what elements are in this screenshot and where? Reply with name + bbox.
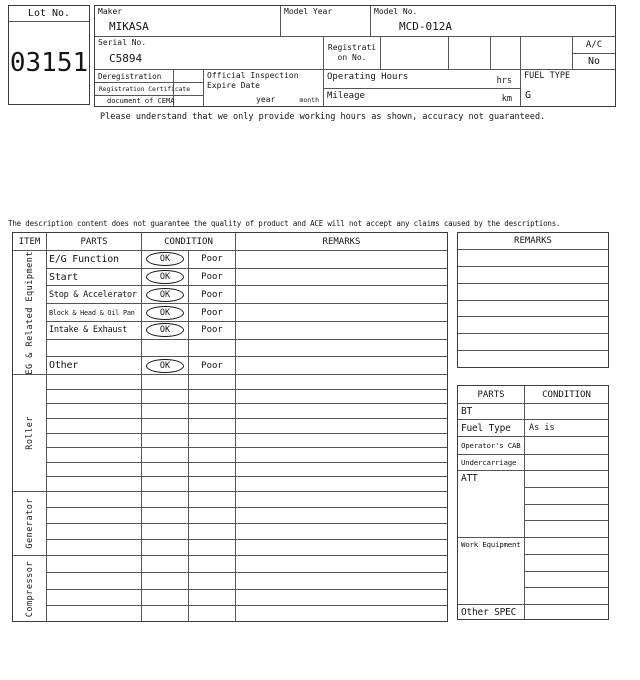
operating-hours-label: Operating Hours bbox=[327, 72, 409, 82]
remarks-cell bbox=[236, 573, 447, 589]
parts-cell bbox=[47, 492, 142, 507]
section-label: Generator bbox=[24, 498, 35, 549]
ok-cell bbox=[142, 606, 189, 622]
remarks-cell bbox=[236, 390, 447, 404]
parts-cell bbox=[47, 390, 142, 404]
remarks-cell bbox=[236, 419, 447, 433]
spec-condition-cell bbox=[525, 437, 608, 454]
parts-cell bbox=[47, 477, 142, 491]
section-rows bbox=[47, 492, 447, 555]
table-row bbox=[47, 463, 447, 478]
ac-value-cell bbox=[573, 54, 615, 70]
parts-cell: Intake & Exhaust bbox=[47, 322, 142, 339]
remarks-cell bbox=[236, 492, 447, 507]
section-rows bbox=[47, 375, 447, 491]
parts-cell bbox=[47, 448, 142, 462]
section-roller bbox=[13, 375, 447, 492]
remarks-cell bbox=[236, 434, 447, 448]
model-no-label: Model No. bbox=[374, 7, 418, 16]
poor-cell: Poor bbox=[189, 322, 236, 339]
ok-cell bbox=[142, 286, 189, 303]
spec-condition-cells bbox=[525, 538, 608, 604]
inspection-label-line1: Official Inspection bbox=[207, 71, 299, 80]
spec-part-cell: BT bbox=[458, 404, 525, 419]
poor-cell bbox=[189, 590, 236, 606]
registration-no-blank-1 bbox=[381, 37, 449, 70]
spec-condition-cell bbox=[525, 588, 608, 604]
remarks-cell bbox=[236, 508, 447, 523]
ok-circled-mark: OK bbox=[146, 359, 184, 373]
poor-cell bbox=[189, 419, 236, 433]
table-row bbox=[47, 269, 447, 287]
parts-cell bbox=[47, 573, 142, 589]
hours-note: Please understand that we only provide working hours as shown, accuracy not guaranteed. bbox=[100, 112, 546, 122]
remarks-table-body bbox=[458, 250, 608, 367]
poor-cell: Poor bbox=[189, 269, 236, 286]
table-row bbox=[47, 434, 447, 449]
remarks-cell bbox=[236, 448, 447, 462]
condition-header: CONDITION bbox=[142, 233, 236, 250]
table-row bbox=[47, 322, 447, 340]
poor-cell bbox=[189, 477, 236, 491]
spec-condition-cell bbox=[525, 505, 608, 522]
ok-circled-mark: OK bbox=[146, 252, 184, 266]
item-cell bbox=[13, 251, 47, 374]
spec-row bbox=[458, 538, 608, 605]
deregistration-label: Deregistration bbox=[95, 70, 174, 83]
remarks-cell bbox=[236, 251, 447, 268]
spec-row bbox=[458, 605, 608, 620]
ok-cell bbox=[142, 463, 189, 477]
ok-circled-mark: OK bbox=[146, 323, 184, 337]
ok-cell bbox=[142, 340, 189, 357]
poor-cell: Poor bbox=[189, 304, 236, 321]
lot-no-label: Lot No. bbox=[9, 6, 89, 22]
spec-condition-cell bbox=[525, 605, 608, 620]
parts-cell bbox=[47, 540, 142, 555]
item-header: ITEM bbox=[13, 233, 47, 250]
poor-cell bbox=[189, 404, 236, 418]
poor-cell bbox=[189, 375, 236, 389]
spec-condition-cell: As is bbox=[529, 423, 555, 433]
poor-cell: Poor bbox=[189, 286, 236, 303]
remarks-cell bbox=[236, 606, 447, 622]
section-compressor bbox=[13, 556, 447, 622]
fuel-type-cell bbox=[521, 70, 615, 106]
spec-part-cell: Work Equipment bbox=[458, 538, 525, 604]
remarks-cell bbox=[236, 286, 447, 303]
cema-document-value bbox=[174, 96, 204, 106]
registration-certificate-value bbox=[174, 83, 204, 96]
table-row bbox=[47, 556, 447, 573]
ok-circled-mark: OK bbox=[146, 270, 184, 284]
spec-condition-cell bbox=[525, 471, 608, 488]
remarks-cell bbox=[236, 540, 447, 555]
spec-condition-cells bbox=[525, 420, 608, 436]
registration-no-label: Registration No. bbox=[327, 42, 377, 62]
section-label: Compressor bbox=[24, 560, 35, 618]
lot-box bbox=[8, 5, 90, 105]
month-label: month bbox=[299, 96, 319, 104]
ac-label-cell bbox=[573, 37, 615, 54]
model-year-cell bbox=[281, 6, 371, 37]
spec-row bbox=[458, 420, 608, 437]
table-row bbox=[47, 448, 447, 463]
spec-part-cell: Operator's CAB bbox=[458, 437, 525, 454]
registration-no-blank-3 bbox=[491, 37, 521, 70]
section-rows bbox=[47, 556, 447, 622]
ac-label: A/C bbox=[585, 40, 603, 50]
table-row bbox=[47, 375, 447, 390]
poor-cell bbox=[189, 606, 236, 622]
poor-cell: Poor bbox=[189, 251, 236, 268]
table-row bbox=[47, 286, 447, 304]
ok-cell bbox=[142, 434, 189, 448]
remarks-cell bbox=[236, 269, 447, 286]
table-row bbox=[47, 251, 447, 269]
ok-cell bbox=[142, 304, 189, 321]
remarks-row bbox=[458, 334, 608, 351]
registration-certificate-label: Registration Certificate bbox=[95, 83, 174, 96]
remarks-cell bbox=[236, 322, 447, 339]
remarks-cell bbox=[236, 477, 447, 491]
table-row bbox=[47, 477, 447, 491]
condition-table bbox=[12, 232, 448, 622]
spec-condition-cell bbox=[525, 521, 608, 537]
cema-document-label: document of CEMA bbox=[95, 96, 174, 106]
poor-cell bbox=[189, 463, 236, 477]
inspection-label-line2: Expire Date bbox=[207, 81, 260, 90]
parts-cell: Other bbox=[47, 357, 142, 374]
ok-cell bbox=[142, 375, 189, 389]
spec-condition-cells bbox=[525, 455, 608, 470]
table-row bbox=[47, 357, 447, 374]
parts-cell bbox=[47, 606, 142, 622]
spec-condition-cell bbox=[525, 555, 608, 572]
table-row bbox=[47, 404, 447, 419]
model-year-label: Model Year bbox=[284, 7, 333, 16]
ok-cell bbox=[142, 269, 189, 286]
poor-cell bbox=[189, 340, 236, 357]
spec-condition-cell bbox=[525, 572, 608, 589]
maker-cell bbox=[95, 6, 281, 37]
model-no-value: MCD-012A bbox=[399, 20, 452, 33]
maker-value: MIKASA bbox=[109, 20, 149, 33]
remarks-cell bbox=[236, 556, 447, 572]
year-label: year bbox=[256, 95, 276, 104]
spec-condition-cell bbox=[525, 404, 608, 419]
table-row bbox=[47, 304, 447, 322]
poor-cell bbox=[189, 540, 236, 555]
parts-header: PARTS bbox=[47, 233, 142, 250]
maker-label: Maker bbox=[98, 7, 123, 16]
parts-cell bbox=[47, 434, 142, 448]
section-rows bbox=[47, 251, 447, 374]
condition-table-header bbox=[13, 233, 447, 251]
table-row bbox=[47, 540, 447, 555]
remarks-cell bbox=[236, 375, 447, 389]
spec-row bbox=[458, 471, 608, 538]
table-row bbox=[47, 590, 447, 607]
remarks-row bbox=[458, 301, 608, 318]
ok-cell bbox=[142, 556, 189, 572]
remarks-cell bbox=[236, 463, 447, 477]
lot-no-value: 03151 bbox=[9, 48, 89, 78]
spec-condition-cell bbox=[525, 538, 608, 555]
ok-cell bbox=[142, 322, 189, 339]
main-table-body bbox=[13, 251, 447, 622]
machine-info-table bbox=[94, 5, 616, 107]
ok-cell bbox=[142, 390, 189, 404]
ok-cell bbox=[142, 540, 189, 555]
remarks-row bbox=[458, 351, 608, 367]
spec-row bbox=[458, 455, 608, 471]
spec-condition-cells bbox=[525, 605, 608, 620]
table-row bbox=[47, 390, 447, 405]
poor-cell bbox=[189, 492, 236, 507]
parts-cell bbox=[47, 419, 142, 433]
ok-cell bbox=[142, 573, 189, 589]
table-row bbox=[47, 524, 447, 540]
ok-cell bbox=[142, 404, 189, 418]
poor-cell bbox=[189, 390, 236, 404]
ac-value: No bbox=[587, 56, 601, 67]
ok-cell bbox=[142, 419, 189, 433]
registration-no-blank-4 bbox=[521, 37, 573, 70]
ok-cell bbox=[142, 590, 189, 606]
ok-cell bbox=[142, 524, 189, 539]
spec-condition-cells bbox=[525, 404, 608, 419]
table-row bbox=[47, 492, 447, 508]
ok-cell bbox=[142, 357, 189, 374]
spec-part-cell: ATT bbox=[458, 471, 525, 537]
parts-cell bbox=[47, 340, 142, 357]
parts-cell bbox=[47, 590, 142, 606]
registration-no-blank-2 bbox=[449, 37, 491, 70]
parts-cell: Block & Head & Oil Pan bbox=[47, 304, 142, 321]
remarks-row bbox=[458, 284, 608, 301]
parts-cell bbox=[47, 508, 142, 523]
poor-cell bbox=[189, 556, 236, 572]
description-note: The description content does not guarantee the quality of product and ACE will not accept any claims caused by the descriptions. bbox=[8, 219, 561, 228]
spec-row bbox=[458, 437, 608, 455]
poor-cell bbox=[189, 448, 236, 462]
table-row bbox=[47, 419, 447, 434]
poor-cell bbox=[189, 434, 236, 448]
spec-table-body bbox=[458, 404, 608, 620]
mileage-unit: km bbox=[501, 94, 512, 104]
remarks-row bbox=[458, 317, 608, 334]
remarks-row bbox=[458, 250, 608, 267]
ok-cell bbox=[142, 251, 189, 268]
spec-condition-cell bbox=[525, 455, 608, 470]
poor-cell bbox=[189, 524, 236, 539]
section-eg-related-equipment bbox=[13, 251, 447, 375]
spec-condition-cells bbox=[525, 437, 608, 454]
spec-part-cell: Undercarriage bbox=[458, 455, 525, 470]
model-no-cell bbox=[371, 6, 615, 37]
ok-cell bbox=[142, 492, 189, 507]
ok-cell bbox=[142, 448, 189, 462]
section-label: EG & Related Equipment bbox=[24, 250, 35, 375]
serial-no-cell bbox=[95, 37, 324, 70]
ok-circled-mark: OK bbox=[146, 288, 184, 302]
item-cell bbox=[13, 492, 47, 555]
remarks-cell bbox=[236, 304, 447, 321]
remarks-cell bbox=[236, 404, 447, 418]
parts-cell: Stop & Accelerator bbox=[47, 286, 142, 303]
item-cell bbox=[13, 556, 47, 622]
serial-no-label: Serial No. bbox=[98, 38, 147, 47]
operating-hours-unit: hrs bbox=[496, 76, 512, 86]
parts-cell bbox=[47, 524, 142, 539]
ok-cell bbox=[142, 477, 189, 491]
parts-cell bbox=[47, 404, 142, 418]
remarks-header: REMARKS bbox=[322, 236, 361, 247]
mileage-cell bbox=[324, 89, 521, 106]
table-row bbox=[47, 573, 447, 590]
parts-cell: E/G Function bbox=[47, 251, 142, 268]
spec-table bbox=[457, 385, 609, 620]
table-row bbox=[47, 606, 447, 622]
spec-row bbox=[458, 404, 608, 420]
remarks-table-header: REMARKS bbox=[458, 233, 608, 250]
remarks-cell bbox=[236, 340, 447, 357]
remarks-cell bbox=[236, 357, 447, 374]
item-cell bbox=[13, 375, 47, 491]
parts-cell bbox=[47, 556, 142, 572]
operating-hours-cell bbox=[324, 70, 521, 89]
table-row bbox=[47, 340, 447, 358]
fuel-type-label: FUEL TYPE bbox=[524, 71, 571, 81]
ok-cell bbox=[142, 508, 189, 523]
spec-condition-cell bbox=[525, 488, 608, 505]
section-label: Roller bbox=[24, 416, 35, 450]
remarks-cell bbox=[236, 524, 447, 539]
deregistration-value bbox=[174, 70, 204, 83]
registration-no-cell bbox=[324, 37, 381, 70]
parts-cell: Start bbox=[47, 269, 142, 286]
spec-table-header bbox=[458, 386, 608, 404]
parts-cell bbox=[47, 463, 142, 477]
table-row bbox=[47, 508, 447, 524]
remarks-cell bbox=[236, 590, 447, 606]
mileage-label: Mileage bbox=[327, 91, 365, 101]
section-generator bbox=[13, 492, 447, 556]
spec-condition-header: CONDITION bbox=[542, 389, 591, 400]
serial-no-value: C5894 bbox=[109, 52, 143, 65]
spec-parts-header: PARTS bbox=[458, 386, 525, 403]
fuel-type-value: G bbox=[525, 90, 532, 101]
parts-cell bbox=[47, 375, 142, 389]
ok-circled-mark: OK bbox=[146, 306, 184, 320]
remarks-table bbox=[457, 232, 609, 368]
inspection-expire-cell bbox=[204, 70, 324, 106]
spec-condition-cells bbox=[525, 471, 608, 537]
poor-cell: Poor bbox=[189, 357, 236, 374]
spec-part-cell: Other SPEC bbox=[458, 605, 525, 620]
poor-cell bbox=[189, 573, 236, 589]
poor-cell bbox=[189, 508, 236, 523]
spec-part-cell: Fuel Type bbox=[458, 420, 525, 436]
remarks-row bbox=[458, 267, 608, 284]
